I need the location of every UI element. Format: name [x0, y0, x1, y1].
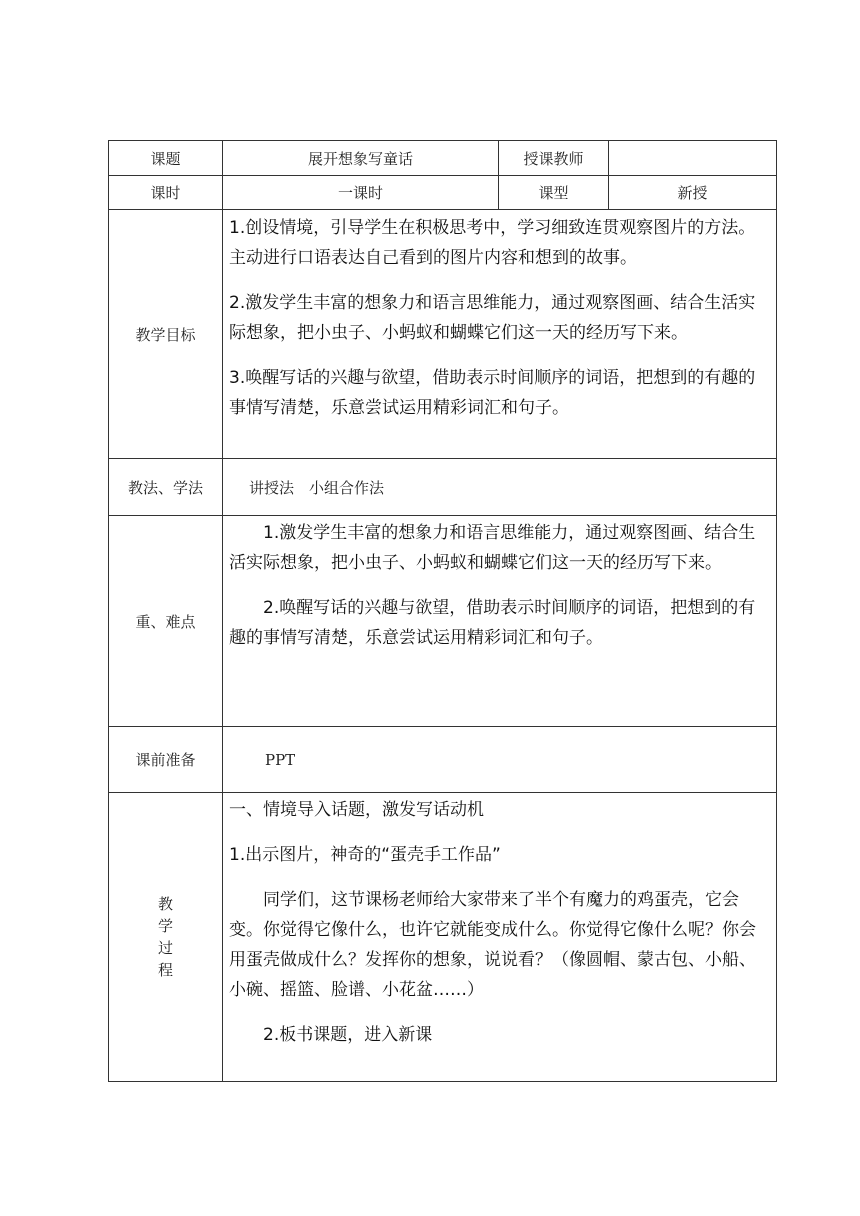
- process-label: 教学过程: [157, 895, 173, 979]
- row-goals: [109, 210, 777, 459]
- goal-item: 2.激发学生丰富的想象力和语言思维能力，通过观察图画、结合生活实际想象，把小虫子、小蚂蚁和蝴蝶它们这一天的经历写下来。: [229, 293, 756, 343]
- keypoints-content: [223, 516, 777, 727]
- topic-label: 课题: [109, 141, 223, 176]
- row-topic: [109, 141, 777, 176]
- prep-value: PPT: [223, 727, 777, 793]
- process-paragraph: 同学们，这节课杨老师给大家带来了半个有魔力的鸡蛋壳，它会变。你觉得它像什么，也许它就能变成什么。你觉得它像什么呢？你会用蛋壳做成什么？发挥你的想象，说说看？（像圆帽、蒙古包、小船、小碗、摇篮、脸谱、小花盆……）: [229, 890, 756, 1000]
- row-process: [109, 793, 777, 1082]
- methods-label: 教法、学法: [109, 459, 223, 516]
- goals-label: 教学目标: [109, 210, 223, 459]
- keypoints-label: 重、难点: [109, 516, 223, 727]
- keypoint-item: 2.唤醒写话的兴趣与欲望，借助表示时间顺序的词语，把想到的有趣的事情写清楚，乐意尝试运用精彩词汇和句子。: [229, 598, 756, 648]
- type-label: 课型: [499, 176, 609, 210]
- teacher-value: [609, 141, 777, 176]
- teacher-label: 授课教师: [499, 141, 609, 176]
- process-heading: 一、情境导入话题，激发写话动机: [229, 800, 484, 820]
- process-content: [223, 793, 777, 1082]
- goals-content: [223, 210, 777, 459]
- prep-label: 课前准备: [109, 727, 223, 793]
- type-value: 新授: [609, 176, 777, 210]
- topic-value: 展开想象写童话: [223, 141, 499, 176]
- period-value: 一课时: [223, 176, 499, 210]
- process-step: 2.板书课题，进入新课: [263, 1025, 433, 1045]
- period-label: 课时: [109, 176, 223, 210]
- row-prep: [109, 727, 777, 793]
- goal-item: 3.唤醒写话的兴趣与欲望，借助表示时间顺序的词语，把想到的有趣的事情写清楚，乐意尝试运用精彩词汇和句子。: [229, 368, 756, 418]
- keypoint-item: 1.激发学生丰富的想象力和语言思维能力，通过观察图画、结合生活实际想象，把小虫子、小蚂蚁和蝴蝶它们这一天的经历写下来。: [229, 523, 756, 573]
- row-methods: [109, 459, 777, 516]
- process-label-cell: [109, 793, 223, 1082]
- lesson-plan-table: [108, 140, 777, 1082]
- methods-value: 讲授法 小组合作法: [223, 459, 777, 516]
- row-keypoints: [109, 516, 777, 727]
- row-period: [109, 176, 777, 210]
- goal-item: 1.创设情境，引导学生在积极思考中，学习细致连贯观察图片的方法。主动进行口语表达自己看到的图片内容和想到的故事。: [229, 218, 756, 268]
- process-step: 1.出示图片，神奇的“蛋壳手工作品”: [229, 845, 501, 865]
